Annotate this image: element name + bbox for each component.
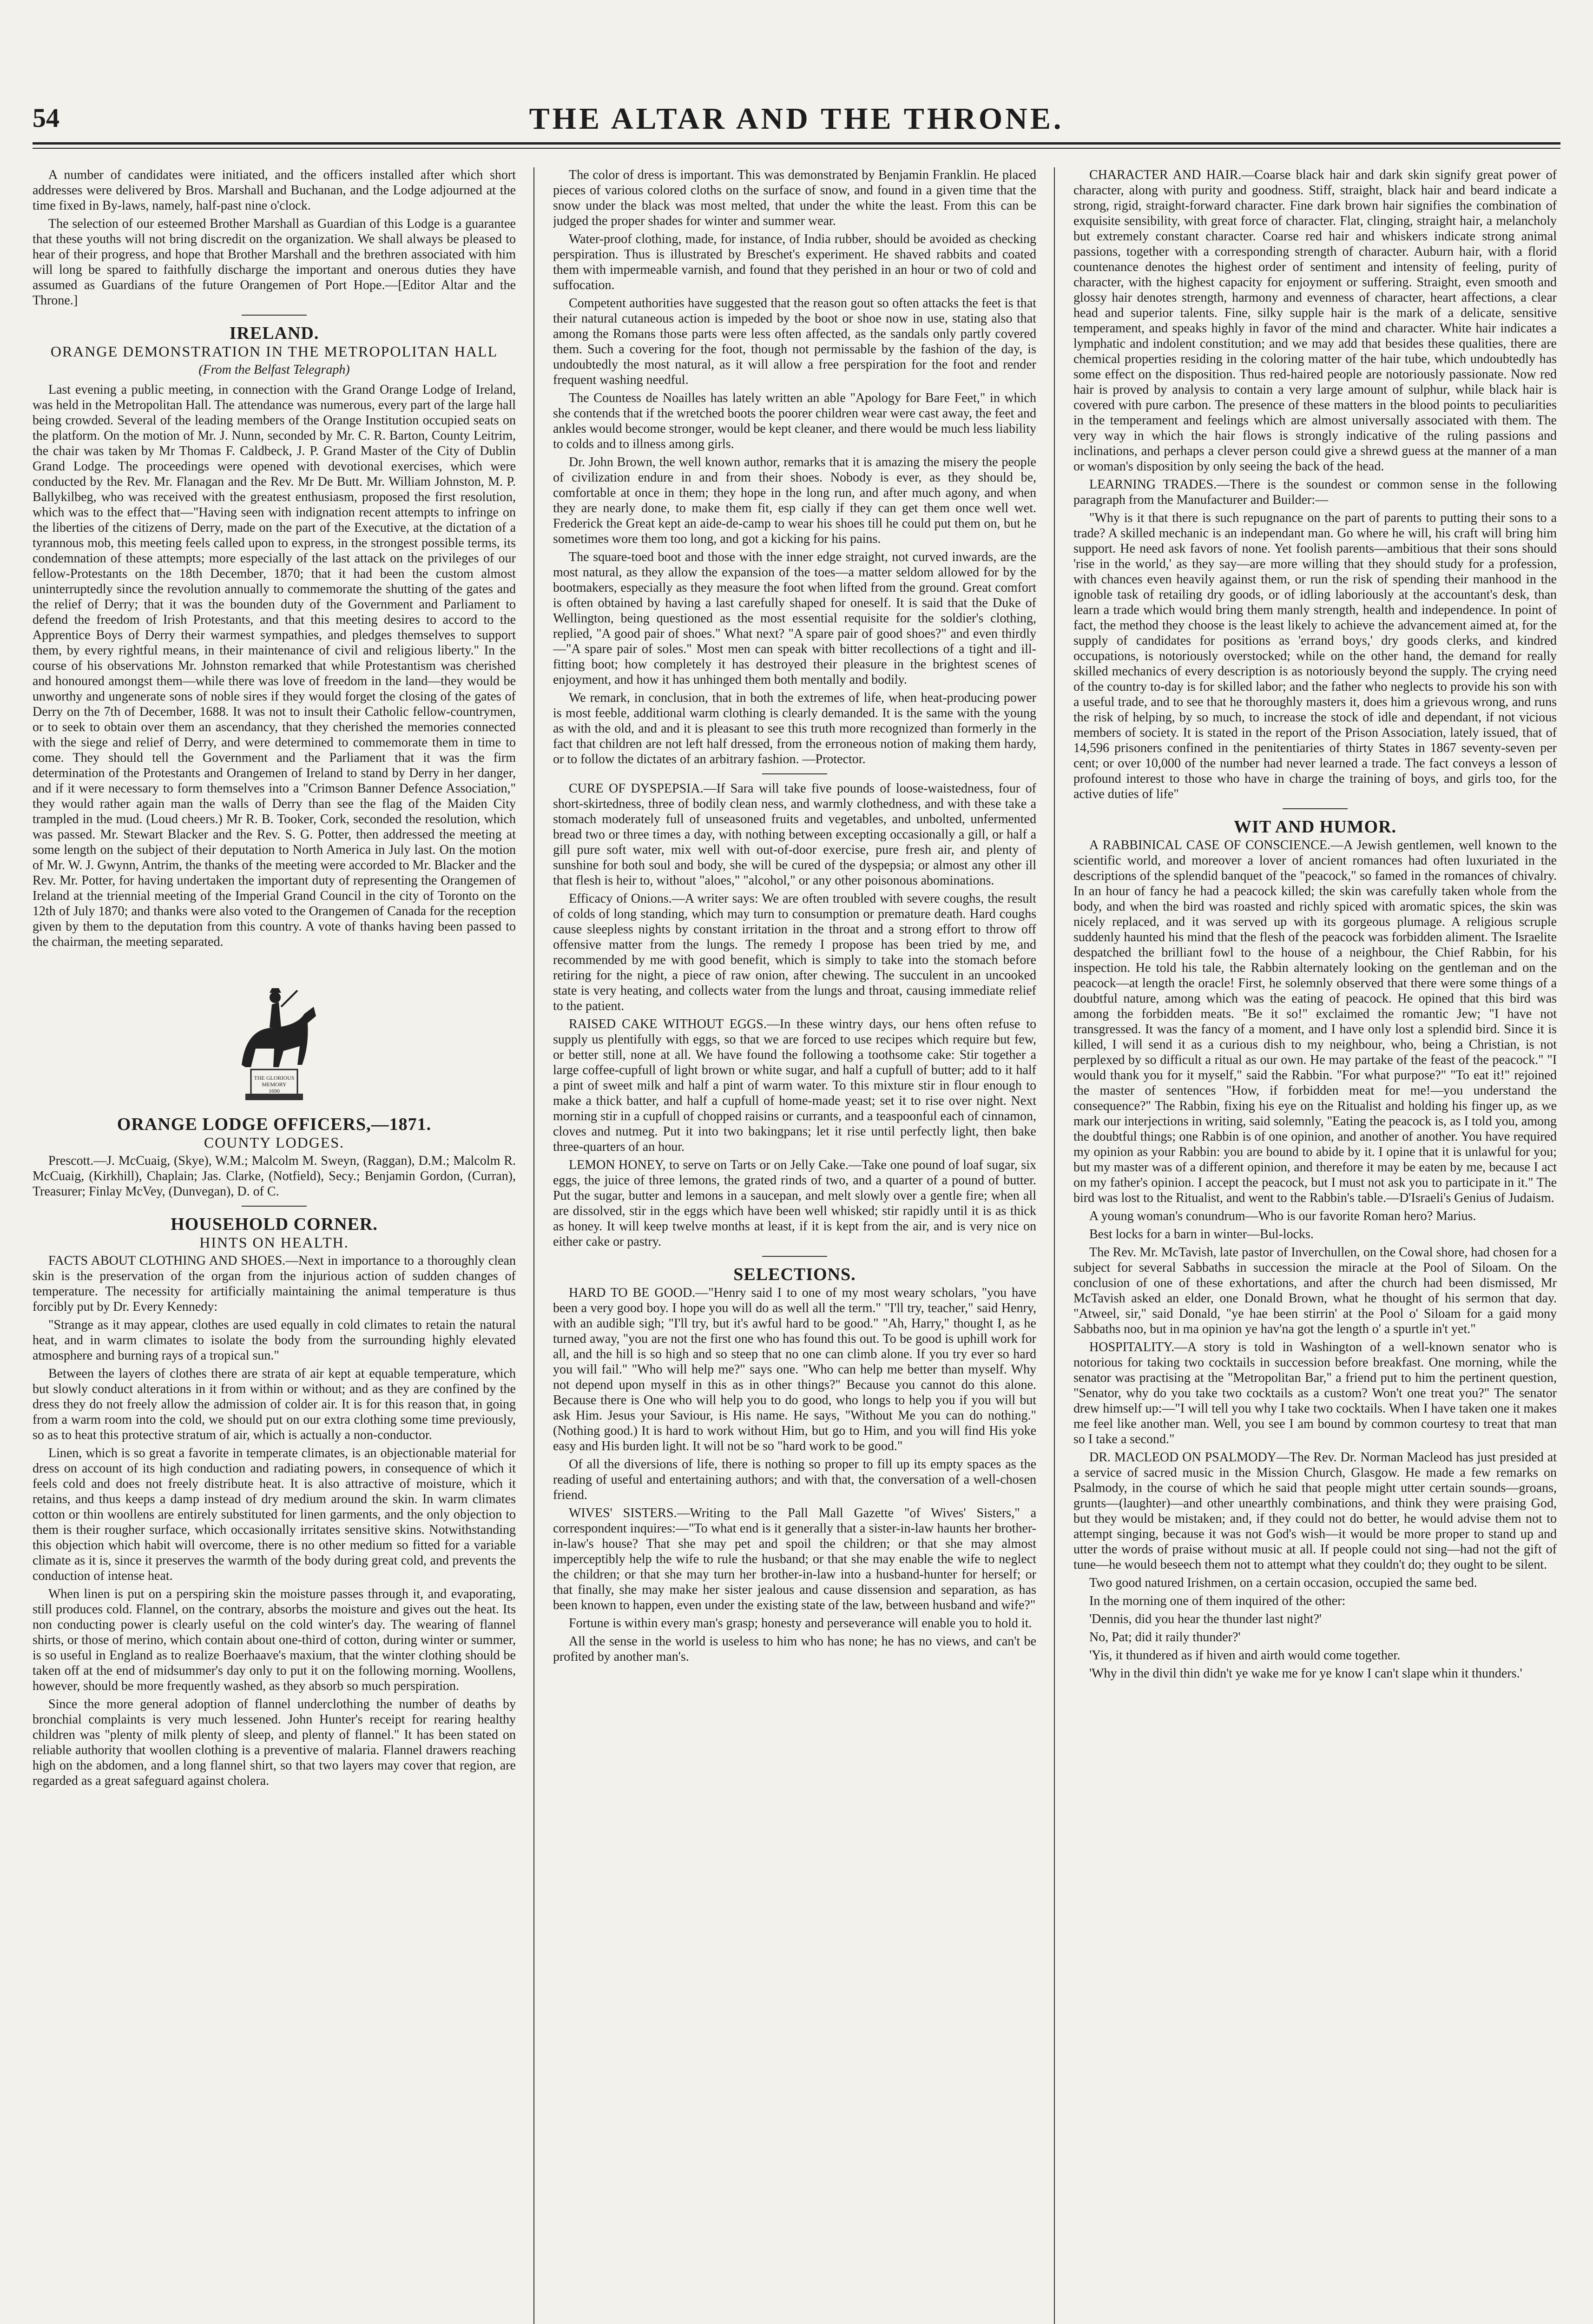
paragraph: "Why is it that there is such repugnance on the part of parents to putting their sons to a trade? A skilled mechanic is an independant man. Go where he will, his craft will bring him support. He need ask favors of none. Yet foolish parents—ambitious that their sons should 'rise in the world,' as they say—are more willing that they should study for a profession, with chances even heavily against them, or run the risk of spending their manhood in the ignoble task of retailing dry goods, or of idling laboriously at the accountant's desk, than learn a trade which would bring them manly strength, health and independence. In point of fact, the method they choose is the least likely to achieve the advancement aimed at, for the supply of candidates for positions as 'errand boys,' dry goods clerks, and kindred occupations, is notoriously overstocked; while on the other hand, the demand for really skilled mechanics of every description is as notoriously beyond the supply. The crying need of the country to-day is for skilled labor; and the father who neglects to provide his son with a useful trade, and to see that he thoroughly masters it, does him a grievous wrong, and runs the risk of helping, by so much, to increase the stock of idle and dependant, if not vicious members of society. It is stated in the report of the Prison Association, lately issued, that of 14,596 prisoners confined in the penitentiaries of thirty States in 1867 seventy-seven per cent; or over 10,000 of the number had never learned a trade. The fact conveys a lesson of profound interest to those who have in charge the training of boys, and girls too, for the active duties of life" [1073,511,1557,801]
paragraph: LEMON HONEY, to serve on Tarts or on Jelly Cake.—Take one pound of loaf sugar, six eggs, the juice of three lemons, the grated rinds of two, and a quarter of a pound of butter. Put the sugar, butter and lemons in a saucepan, and melt slowly over a gentle fire; when all are dissolved, stir in the eggs which have been well whisked; stir rapidly until it is as thick as honey. It will keep twelve months at least, if it is kept from the air, and is very nice on either cake or pastry. [553,1158,1036,1249]
column-1 [33,167,516,2324]
paragraph: CHARACTER AND HAIR.—Coarse black hair and dark skin signify great power of character, along with purity and goodness. Stiff, straight, black hair and beard indicate a strong, rigid, straight-forward character. Fine dark brown hair signifies the combination of exquisite sensibility, with great force of character. Flat, clinging, straight hair, a melancholy but extremely constant character. Coarse red hair and whiskers indicate strong animal passions, together with a corresponding strength of character. Auburn hair, with a florid countenance denotes the highest order of sentiment and intensity of feeling, purity of character, with the highest capacity for enjoyment or suffering. Straight, even smooth and glossy hair denotes strength, harmony and evenness of character, heart affections, a clear head and superior talents. Fine, silky supple hair is the mark of a delicate, sensitive temperament, and speaks highly in favor of the mind and character. White hair indicates a lymphatic and indolent constitution; and we may add that besides these qualities, there are chemical properties residing in the coloring matter of the hair tube, which undoubtedly has some effect on the disposition. Thus red-haired people are notoriously passionate. Now red hair is proved by analysis to contain a very large amount of sulphur, while black hair is covered with pure carbon. The presence of these matters in the blood points to peculiarities in the temperament and feelings which are almost universally associated with them. The very way in which the hair flows is strongly indicative of the ruling passions and inclinations, and perhaps a clever person could give a shrewd guess at the manner of a man or woman's disposition by only seeing the back of the head. [1073,168,1557,474]
paragraph: Competent authorities have suggested that the reason gout so often attacks the feet is that their natural cutaneous action is impeded by the boot or shoe now in use, stating also that among the Romans those parts were less often affected, as the sandals only partly covered them. Such a covering for the foot, though not permissable by the fashion of the day, is undoubtedly the most natural, as it will allow a free perspiration for the foot and render frequent washing needful. [553,296,1036,387]
section-subheading: HINTS ON HEALTH. [199,1234,349,1251]
paragraph: DR. MACLEOD ON PSALMODY—The Rev. Dr. Norman Macleod has just presided at a service of sacred music in the Mission Church, Glasgow. He made a few remarks on Psalmody, in the course of which he said that people might utter certain sounds—groans, grunts—(laughter)—and other unearthly combinations, and think they were praising God, but they would be mistaken; and, if they could not do better, he would advise them not to attempt singing, because it was not God's wish—it would be more proper to stand up and utter the words of praise without music at all. If people could not sing—had not the gift of tune—he would beseech them not to attempt what they couldn't do; they ought to be silent. [1073,1450,1557,1572]
paragraph: HOSPITALITY.—A story is told in Washington of a well-known senator who is notorious for taking two cocktails in succession before breakfast. One morning, while the senator was practising at the "Metropolitan Bar," a friend put to him the pertinent question, "Senator, why do you take two cocktails as a custom? Won't one treat you?" The senator drew himself up:—"I will tell you why I take two cocktails. When I have taken one it makes me feel like another man. Well, you see I am bound by common courtesy to treat that man so I take a second." [1073,1340,1557,1446]
paragraph: 'Dennis, did you hear the thunder last night?' [1089,1612,1322,1626]
paragraph: All the sense in the world is useless to him who has none; he has no views, and can't be profited by another man's. [553,1634,1036,1664]
header-rule [33,142,1560,145]
paragraph: A young woman's conundrum—Who is our favorite Roman hero? Marius. [1089,1209,1476,1223]
paragraph: Fortune is within every man's grasp; honesty and perseverance will enable you to hold it. [569,1616,1032,1631]
svg-text:1690: 1690 [269,1088,280,1094]
paragraph: 'Yis, it thundered as if hiven and airth would come together. [1089,1648,1401,1663]
section-subheading: ORANGE DEMONSTRATION IN THE METROPOLITAN HALL [50,343,498,360]
paragraph: Of all the diversions of life, there is nothing so proper to fill up its empty spaces as the reading of useful and entertaining authors; and with that, the conversation of a well-chosen friend. [553,1457,1036,1502]
section-divider [1283,808,1348,809]
paragraph: Efficacy of Onions.—A writer says: We are often troubled with severe coughs, the result of colds of long standing, which may turn to consumption or premature death. Hard coughs cause sleepless nights by constant irritation in the throat and a strong effort to throw off offensive matter from the lungs. The remedy I propose has been tried by me, and recommended by me with good benefit, which is simply to take into the stomach before retiring for the night, a piece of raw onion, after chewing. The succulent in an uncooked state is very heating, and collects water from the lungs and throat, causing immediate relief to the patient. [553,891,1036,1013]
paragraph: 'Why in the divil thin didn't ye wake me for ye know I can't slape whin it thunders.' [1089,1666,1522,1681]
paragraph: Linen, which is so great a favorite in temperate climates, is an objectionable material for dress on account of its high conduction and radiating powers, in consequence of which it feels cold and does not freely distribute heat. It is also attractive of moisture, which it retains, and thus keeps a damp instead of dry medium around the skin. In warm climates cotton or thin woollens are entirely substituted for linen garments, and the only objection to them is their rougher surface, which occasionally irritates sensitive skins. Notwithstanding this objection which habit will overcome, there is no other medium so fitted for a variable climate as it is, since it preserves the warmth of the body during great cold, and prevents the conduction of intense heat. [33,1446,516,1583]
paragraph: The square-toed boot and those with the inner edge straight, not curved inwards, are the most natural, as they allow the expansion of the toes—a matter seldom allowed for by the bootmakers, especially as they measure the foot when lifted from the ground. Great comfort is often obtained by having a last carefully shaped for oneself. It is said that the Duke of Wellington, being questioned as the most essential requisite for the soldier's clothing, replied, "A good pair of shoes." What next? "A spare pair of good shoes?" and even thirdly—"A spare pair of soles." Most men can speak with bitter recollections of a tight and ill-fitting boot; how completely it has destroyed their pleasure in the brightest scenes of enjoyment, and how it has unhinged them both mentally and bodily. [553,550,1036,687]
section-subheading: COUNTY LODGES. [204,1134,345,1151]
paragraph: When linen is put on a perspiring skin the moisture passes through it, and evaporating, still produces cold. Flannel, on the contrary, absorbs the moisture and gives out the heat. Its non conducting power is clearly useful on the cold winter's day. The wearing of flannel shirts, or those of merino, which contain about one-third of cotton, during winter or summer, is so useful in England as to realize Boerhaave's maxium, that the winter clothing should be taken off at the end of midsummer's day only to put it on the following morning. Woollens, however, should be more frequently washed, as they absorb so much perspiration. [33,1587,516,1693]
column-divider [533,167,534,2324]
section-divider [242,1206,307,1207]
column-3 [1073,167,1557,2324]
paragraph: RAISED CAKE WITHOUT EGGS.—In these wintry days, our hens often refuse to supply us plentifully with eggs, so that we are forced to use recipes which require but few, or better still, none at all. We have found the following a toothsome cake: Stir together a large coffee-cupfull of light brown or white sugar, and half a cupfull of butter; add to it half a pint of sweet milk and half a pint of warm water. To this mixture stir in flour enough to make a thick batter, and half a cupfull of home-made yeast; set it to rise over night. Next morning stir in a cupfull of chopped raisins or currants, and a teaspoonful each of cinnamon, cloves and nutmeg. Put it into two bakingpans; let it rise until perfectly light, then bake three-quarters of an hour. [553,1017,1036,1154]
section-heading: ORANGE LODGE OFFICERS,—1871. [117,1115,432,1134]
page-number: 54 [33,103,59,133]
column-2 [553,167,1036,2324]
paragraph: Between the layers of clothes there are strata of air kept at equable temperature, which but slowly conduct alterations in it from within or without; and as they are confined by the dress they do not freely allow the admission of colder air. It is for this reason that, in going from a warm room into the cold, we should put on our extra clothing some time previously, so as to heat this protective stratum of air, which is actually a non-conductor. [33,1367,516,1442]
section-divider [762,773,827,774]
section-divider [762,1256,827,1257]
equestrian-statue-emblem [204,958,344,1107]
section-heading: IRELAND. [229,324,319,343]
source-line: (From the Belfast Telegraph) [198,363,350,377]
paragraph: A number of candidates were initiated, and the officers installed after which short addresses were delivered by Bros. Marshall and Buchanan, and the Lodge adjourned at the time fixed in By-laws, namely, half-past nine o'clock. [33,168,516,213]
paragraph: "Strange as it may appear, clothes are used equally in cold climates to retain the natural heat, and in warm climates to isolate the body from the surrounding highly elevated atmosphere and burning rays of a tropical sun." [33,1318,516,1363]
section-heading: HOUSEHOLD CORNER. [171,1215,378,1234]
paragraph: WIVES' SISTERS.—Writing to the Pall Mall Gazette "of Wives' Sisters," a correspondent inquires:—"To what end is it generally that a sister-in-law haunts her brother-in-law's house? That she may pet and spoil the children; or that she may almost imperceptibly help the wife to rule the husband; or that she may enable the wife to neglect the children; or that she may turn her brother-in-law into a husband-hunter for herself; or that finally, she may make her sister jealous and cause dissension and separation, as has been known to happen, even under the existing state of the law, between husband and wife?" [553,1506,1036,1612]
svg-text:MEMORY: MEMORY [262,1081,287,1088]
paragraph: The color of dress is important. This was demonstrated by Benjamin Franklin. He placed pieces of various colored cloths on the surface of snow, and found in a given time that the snow under the black was most melted, that under the white the least. From this can be judged the proper shades for winter and summer wear. [553,168,1036,228]
paragraph: CURE OF DYSPEPSIA.—If Sara will take five pounds of loose-waistedness, four of short-skirtedness, three of bodily clean ness, and warmly clothedness, and with these take a stomach moderately full of unseasoned fruits and vegetables, and unbolted, unfermented bread two or three times a day, with nothing between excepting occasionally a gill, or half a gill pure soft water, mix well with out-of-door exercise, pure fresh air, and plenty of sunshine for both soul and body, she will be cured of the dyspepsia; or almost any other ill that flesh is heir to, without "aloes," "alcohol," or any other poisonous abominations. [553,781,1036,888]
column-divider [1054,167,1055,2324]
paragraph: A RABBINICAL CASE OF CONSCIENCE.—A Jewish gentlemen, well known to the scientific world, and moreover a lover of ancient romances had often luxuriated in the descriptions of the splendid banquet of the "peacock," so famed in the romances of chivalry. In an hour of fancy he had a peacock killed; the skin was carefully taken whole from the body, and when the bird was roasted and richly spiced with aromatic spices, the skin was nicely replaced, and it was served up with its gorgeous plumage. A religious scruple suddenly haunted his mind that the flesh of the peacock was forbidden aliment. The Israelite despatched the brilliant fowl to the house of a neighbour, the Chief Rabbin, for his inspection. He told his tale, the Rabbin alternately looking on the gentleman and on the peacock—at length the oracle! First, he solemnly observed that there were some things of a doubtful nature, among which was the eating of peacock. He opined that this bird was among the forbidden meats. "Be it so!" exclaimed the romantic Jew; "I have not transgressed. It was the fancy of a moment, and I have only lost a splendid bird. Since it is killed, I will send it as a curious dish to my neighbour, who, being a Christian, is not perplexed by so difficult a ritual as our own. He may partake of the feast of the peacock." "I would thank you for it myself," said the Rabbin. "For what purpose?" "To eat it!" rejoined the master of sentences "How, if forbidden meat for me!—you understand the consequence?" The Rabbin, fixing his eye on the Ritualist and holding his finger up, as we mark our interjections in writing, said solemnly, "Eating the peacock is, as I told you, among the doubtful things; one Rabbin is of one opinion, and another of another. You have required my opinion as your Rabbin: you are bound to abide by it. I opine that it is unlawful for you; but my master was of a different opinion, and therefore it may be eaten by me, because I act on my father's opinion. I accept the peacock, but I must not ask you to participate in it." The bird was lost to the Ritualist, and went to the Rabbin's table.—D'Israeli's Genius of Judaism. [1073,838,1557,1205]
section-heading: SELECTIONS. [733,1265,856,1284]
page-header [33,98,1560,153]
paragraph: Two good natured Irishmen, on a certain occasion, occupied the same bed. [1089,1576,1477,1590]
svg-text:THE GLORIOUS: THE GLORIOUS [254,1075,295,1081]
newspaper-page [33,98,1560,2324]
paragraph: The Rev. Mr. McTavish, late pastor of Inverchullen, on the Cowal shore, had chosen for a subject for several Sabbaths in succession the miracle at the Pool of Siloam. On the conclusion of one of these exhortations, and after the church had been dismissed, Mr McTavish asked an elder, one Donald Brown, what he thought of his sermon that day. "Atweel, sir," said Donald, "ye hae been stirrin' at the Pool o' Siloam for a gaid mony Sabbaths noo, but in ma opinion ye hav'na got the length o' a spurtle in't yet." [1073,1245,1557,1336]
paragraph: Water-proof clothing, made, for instance, of India rubber, should be avoided as checking perspiration. Thus is illustrated by Breschet's experiment. He shaved rabbits and coated them with impermeable varnish, and found that they perished in an hour or two of cold and suffocation. [553,232,1036,292]
header-rule-thin [33,148,1560,149]
paragraph: In the morning one of them inquired of the other: [1089,1594,1346,1608]
paragraph: Last evening a public meeting, in connection with the Grand Orange Lodge of Ireland, was held in the Metropolitan Hall. The attendance was numerous, every part of the large hall being crowded. Several of the leading members of the Orange Institution occupied seats on the platform. On the motion of Mr. J. Nunn, seconded by Mr. C. R. Barton, County Leitrim, the chair was taken by Mr Thomas F. Caldbeck, J. P. Grand Master of the City of Dublin Grand Lodge. The proceedings were opened with devotional exercises, which were conducted by the Rev. Mr. Flanagan and the Rev. Mr De Butt. Mr. William Johnston, M. P. Ballykilbeg, who was received with the greatest enthusiasm, proposed the first resolution, which was to the effect that—"Having seen with indignation recent attempts to infringe on the liberties of the citizens of Derry, made on the part of the Executive, at the dictation of a tyrannous mob, this meeting feels called upon to express, in the strongest possible terms, its condemnation of these attempts; more especially of the last attack on the privileges of our fellow-Protestants on the 18th December, 1870; that it had been the custom almost uninterruptedly since the revolution annually to commemorate the shutting of the gates and the relief of Derry; that it was the bounden duty of the Government and Parliament to defend the freedom of Irish Protestants, and that this meeting desires to accord to the Apprentice Boys of Derry their warmest sympathies, and pledges themselves to support them, by every rightful means, in their maintenance of civil and religious liberty." In the course of his observations Mr. Johnston remarked that while Protestantism was cherished and honoured amongst them—while there was love of freedom in the land—they would be unworthy and ungenerate sons of noble sires if they would forget the closing of the gates of Derry on the 7th of December, 1688. It was not to insult their Catholic fellow-countrymen, or to seek to obtain over them an ascendancy, that they cherished the memories connected with the siege and relief of Derry, and were determined to commemorate them in time to come. They should tell the Government and the Parliament that it was the firm determination of the Protestants and Orangemen of Ireland to stand by Derry in her danger, and if it were necessary to form themselves into a "Crimson Banner Defence Association," they would rather again man the walls of Derry than see the flag of the Maiden City trampled in the mud. (Loud cheers.) Mr R. B. Tooker, Cork, seconded the resolution, which was passed. Mr. Stewart Blacker and the Rev. S. G. Potter, then addressed the meeting at some length on the subject of their deputation to North America in July last. On the motion of Mr. W. J. Gwynn, Antrim, the thanks of the meeting were accorded to Mr. Blacker and the Rev. Mr. Potter, for having undertaken the important duty of representing the Orangemen of Ireland at the triennial meeting of the Imperial Grand Council in the city of Toronto on the 12th of July 1870; and thanks were also voted to the Orangemen of Canada for the reception given by them to the deputation from this country. A vote of thanks having been passed to the chairman, the meeting separated. [33,383,516,949]
paragraph: The Countess de Noailles has lately written an able "Apology for Bare Feet," in which she contends that if the wretched boots the poorer children wear were cast away, the feet and ankles would become stronger, would be kept cleaner, and there would be much less liability to colds and to illness among girls. [553,391,1036,451]
paragraph: LEARNING TRADES.—There is the soundest or common sense in the following paragraph from the Manufacturer and Builder:— [1073,477,1557,507]
paragraph: We remark, in conclusion, that in both the extremes of life, when heat-producing power is most feeble, additional warm clothing is clearly demanded. It is the same with the young as with the old, and and it is pleasant to see this truth more recognized than formerly in the fact that children are not left half dressed, from the erroneous notion of making them hardy, or to follow the dictates of an arbitrary fashion. —Protector. [553,691,1036,766]
section-heading: WIT AND HUMOR. [1233,817,1397,837]
paragraph: Since the more general adoption of flannel underclothing the number of deaths by bronchial complaints is very much lessened. John Hunter's receipt for rearing healthy children was "plenty of milk plenty of sleep, and plenty of flannel." It has been stated on reliable authority that woollen clothing is a preventive of malaria. Flannel drawers reaching high on the abdomen, and a long flannel shirt, so that two layers may cover that region, are regarded as a great safeguard against cholera. [33,1697,516,1788]
paragraph: Best locks for a barn in winter—Bul-locks. [1089,1227,1314,1241]
paragraph: No, Pat; did it raily thunder?' [1089,1630,1241,1644]
paragraph: HARD TO BE GOOD.—"Henry said I to one of my most weary scholars, "you have been a very good boy. I hope you will do as well all the term." "I'll try, teacher," said Henry, with an audible sigh; "I'll try, but it's awful hard to be good." "Ah, Harry," thought I, as he turned away, "you are not the first one who has found this out. To be good is uphill work for all, and the hill is so high and so steep that no one can climb alone. If you try ever so hard you will fail." "Who will help me?" says one. "Who can help me better than myself. Why not depend upon myself in this as in other things?" Because you cannot do this alone. Because there is One who will help you to do good, who longs to help you if you will but ask Him. Jesus your Saviour, is His name. He says, "Without Me you can do nothing." (Nothing good.) It is hard to work without Him, but go to Him, and you will find His yoke easy and His burden light. It will not be so "hard work to be good." [553,1286,1036,1453]
paragraph: FACTS ABOUT CLOTHING AND SHOES.—Next in importance to a thoroughly clean skin is the preservation of the organ from the injurious action of sudden changes of temperature. The necessity for artificially maintaining the animal temperature is thus forcibly put by Dr. Every Kennedy: [33,1254,516,1314]
section-divider [242,315,307,316]
paragraph: The selection of our esteemed Brother Marshall as Guardian of this Lodge is a guarantee that these youths will not bring discredit on the organization. We shall always be pleased to hear of their progress, and hope that Brother Marshall and the brethren associated with him will long be spared to faithfully discharge the important and onerous duties they have assumed as Guardians of the future Orangemen of Port Hope.—[Editor Altar and the Throne.] [33,217,516,308]
paragraph: Dr. John Brown, the well known author, remarks that it is amazing the misery the people of civilization endure in and from their shoes. Nobody is ever, as they should be, comfortable at once in them; they hope in the long run, and after much agony, and when they are nearly done, to make them fit, esp cially if they can get them once well wet. Frederick the Great kept an aide-de-camp to wear his shoes till he could put them on, but he sometimes wore them too long, and got a kicking for his pains. [553,455,1036,546]
paragraph: Prescott.—J. McCuaig, (Skye), W.M.; Malcolm M. Sweyn, (Raggan), D.M.; Malcolm R. McCuaig, (Kirkhill), Chaplain; Jas. Clarke, (Notfield), Secy.; Benjamin Gordon, (Curran), Treasurer; Finlay McVey, (Dunvegan), D. of C. [33,1154,516,1199]
page-title: THE ALTAR AND THE THRONE. [529,102,1064,136]
